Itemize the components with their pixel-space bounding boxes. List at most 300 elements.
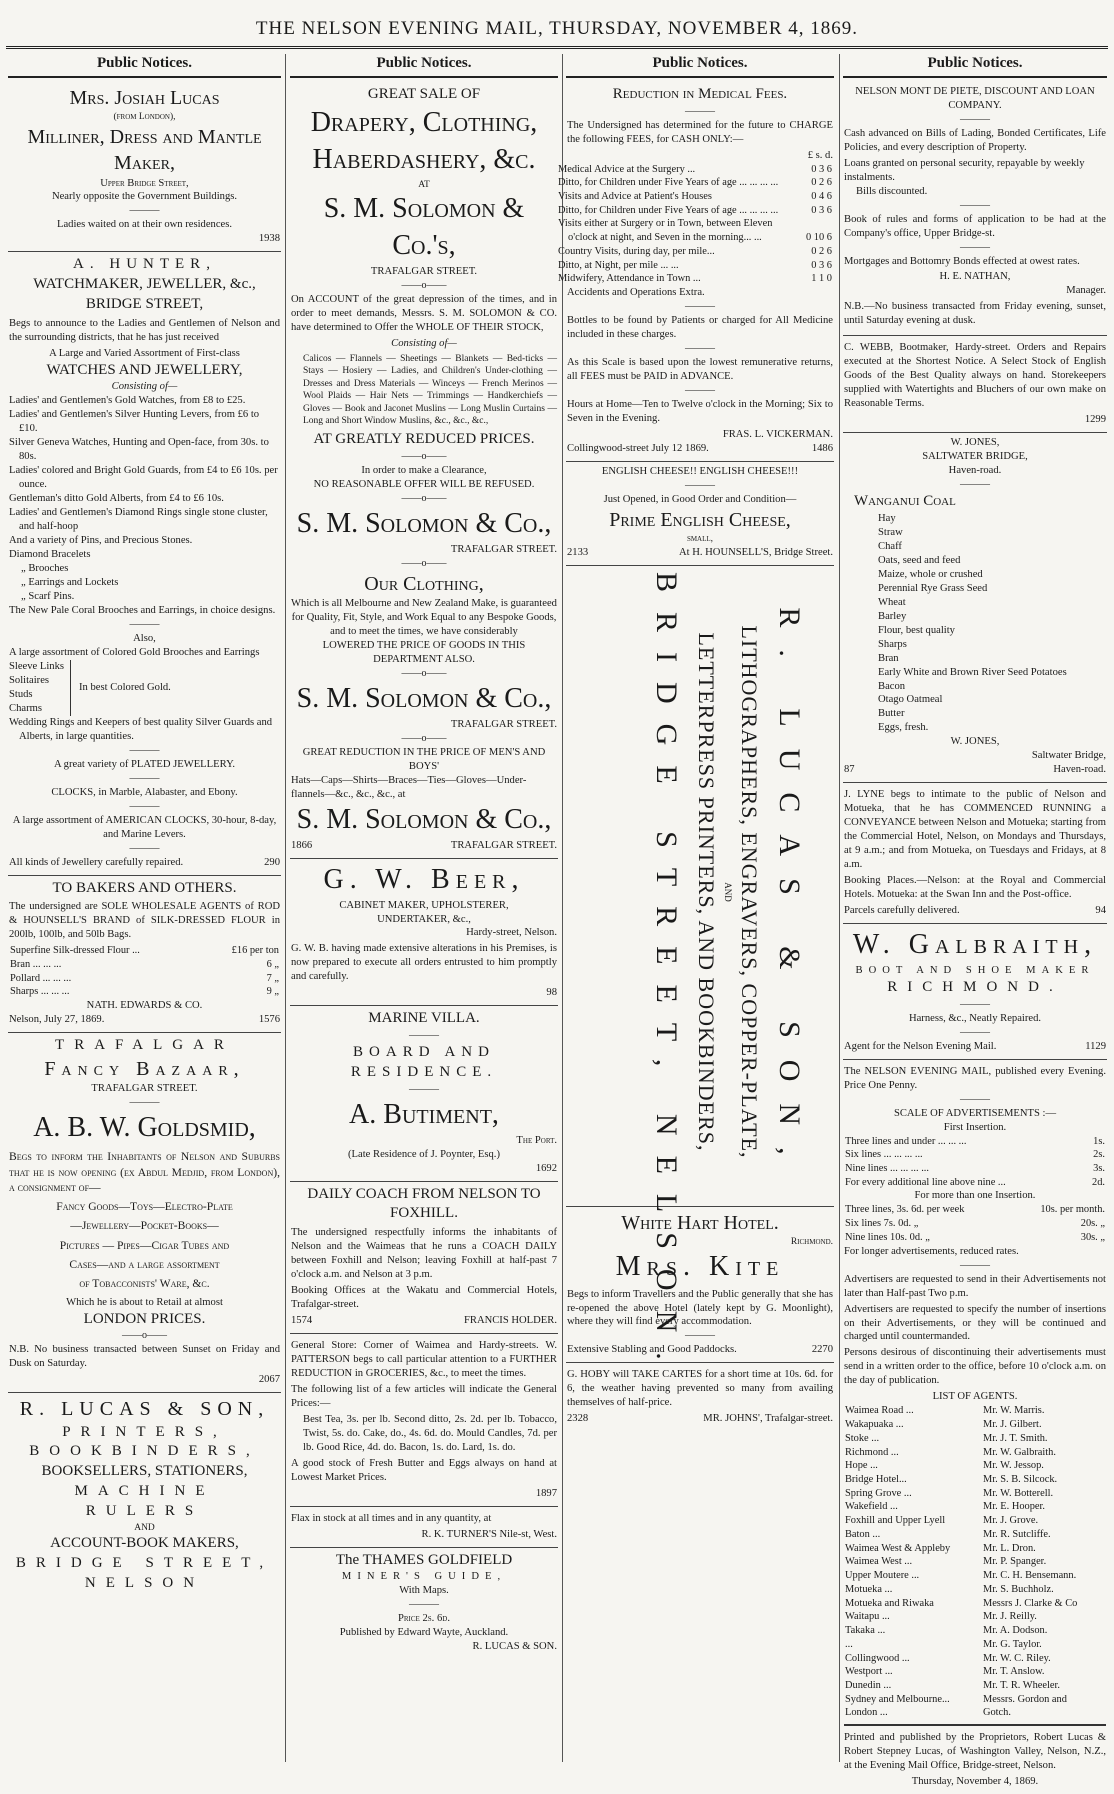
table-row — [844, 1638, 1106, 1652]
table-cell: Visits and Advice at Patient's Houses — [558, 190, 712, 202]
ad-name: S. M. Solomon & Co., — [296, 682, 552, 714]
table-cell: Sharps ... ... ... — [10, 986, 70, 998]
ad-title: DAILY COACH FROM NELSON TO FOXHILL. — [307, 1185, 541, 1222]
table-cell: Mr. S. B. Silcock. — [982, 1474, 1058, 1485]
ad-subtitle: Prime English Cheese, — [609, 508, 791, 531]
fees-table — [558, 163, 833, 287]
ad-text: Haven-road. — [1053, 764, 1106, 776]
ad-title: A. HUNTER, — [73, 256, 216, 273]
vertical-line: BRIDGE STREET, NELSON. — [650, 571, 683, 1380]
ad-number: 2067 — [258, 1374, 280, 1386]
column-2 — [290, 54, 558, 1762]
table-cell: Mr. A. Dodson. — [982, 1625, 1048, 1637]
table-cell: Baton ... — [845, 1528, 881, 1540]
masthead: THE NELSON EVENING MAIL, THURSDAY, NOVEMBER 4, 1869. — [255, 18, 859, 39]
ad-number: 1866 — [291, 839, 313, 851]
vertical-line: R. LUCAS & SON, — [773, 607, 806, 1177]
table-cell: 0 10 6 — [806, 232, 832, 244]
table-row — [844, 1665, 1106, 1679]
ad-text: Consisting of— — [111, 381, 178, 393]
table-cell: Foxhill and Upper Lyell — [845, 1515, 946, 1527]
table-cell: 6 „ — [266, 958, 279, 970]
ad-text: Upper Bridge Street, — [100, 177, 189, 189]
ad-text: G. W. B. having made extensive alterations in his Premises, is now prepared to execute all orders entrusted to him promptly and carefully. — [291, 943, 557, 983]
ad-signature: MR. JOHNS', Trafalgar-street. — [703, 1413, 833, 1425]
ad-text: UNDERTAKER, &c., — [377, 913, 471, 925]
ad-galbraith-bootmaker: W. Galbraith, BOOT AND SHOE MAKER RICHMOND. ——— Harness, &c., Neatly Repaired. ——— Agent for the Nelson Evening Mail. 1129 — [843, 924, 1107, 1060]
column-rule — [839, 54, 840, 1762]
table-cell: Messrs J. Clarke & Co — [982, 1597, 1078, 1609]
table-cell: 30s. „ — [1080, 1231, 1105, 1243]
ad-text: Hats—Caps—Shirts—Braces—Ties—Gloves—Under-flannels—&c., &c., &c., at — [291, 774, 527, 800]
table-row — [844, 1542, 1106, 1556]
list-item: Flour, best quality — [878, 624, 955, 636]
ad-number: 1692 — [535, 1162, 557, 1174]
separator: ——o—— — [401, 279, 447, 291]
table-cell: Mr. L. Dron. — [982, 1542, 1036, 1554]
imprint-date: Thursday, November 4, 1869. — [911, 1776, 1039, 1788]
ad-text: Nearly opposite the Government Buildings. — [51, 191, 238, 203]
table-cell: Mr. T. R. Wheeler. — [982, 1680, 1061, 1692]
ad-text: Hardy-street, Nelson. — [466, 927, 557, 939]
ad-text: N.B.—No business transacted from Friday evening, sunset, until Saturday evening at dusk. — [844, 301, 1106, 327]
ad-title: NELSON MONT DE PIETE, DISCOUNT AND LOAN COMPANY. — [855, 85, 1095, 111]
ad-lyne-conveyance — [843, 783, 1107, 924]
list-item: Diamond Bracelets — [9, 549, 91, 561]
table-cell: Mr. P. Spanger. — [982, 1556, 1047, 1568]
ad-text: small, — [686, 534, 714, 545]
ad-text: Richmond. — [790, 1237, 833, 1248]
table-cell: Six lines ... ... ... ... — [845, 1149, 923, 1161]
ad-text: The Undersigned has determined for the future to CHARGE the following FEES, for CASH ONLY:— — [567, 119, 833, 145]
ad-text: CLOCKS, in Marble, Alabaster, and Ebony. — [51, 786, 238, 798]
table-cell: Three lines and under ... ... ... — [845, 1135, 967, 1147]
ad-subtitle: LIST OF AGENTS. — [932, 1391, 1018, 1403]
ad-title: W. JONES, — [950, 437, 1000, 449]
ad-marine-villa: MARINE VILLA. ——— BOARD AND RESIDENCE. ——— A. Butiment, The Port. (Late Residence of J. Poynter, Esq.) 1692 — [290, 1006, 558, 1181]
ad-title: The THAMES GOLDFIELD — [335, 1551, 513, 1568]
table-cell: £16 per ton — [231, 945, 279, 957]
ad-name: Mrs. Kite — [615, 1250, 785, 1282]
list-item: Straw — [878, 526, 903, 538]
table-row — [844, 1569, 1106, 1583]
ad-text: —Jewellery—Pocket-Books— — [70, 1219, 219, 1233]
ad-text: NO REASONABLE OFFER WILL BE REFUSED. — [313, 478, 535, 490]
ad-name: A. B. W. Goldsmid, — [33, 1112, 256, 1144]
ad-name: S. M. Solomon & Co., — [296, 507, 552, 539]
table-row — [844, 1473, 1106, 1487]
ad-subtitle: LONDON PRICES. — [83, 1310, 206, 1327]
table-row — [844, 1148, 1106, 1162]
table-row — [844, 1652, 1106, 1666]
ad-text: Book of rules and forms of application to be had at the Company's office, Upper Bridge-st. — [844, 213, 1106, 239]
table-row — [844, 1162, 1106, 1176]
ad-mont-de-piete: NELSON MONT DE PIETE, DISCOUNT AND LOAN COMPANY. ——— Cash advanced on Bills of Lading, Bonded Certificates, Life Policies, and every description of Property. Loans granted on personal security, repayable by weekly instalments. Bills discounted. ——— Book of rules and forms of application to be had at the Company's office, Upper Bridge-st. ——— Mortgages and Bottomry Bonds effected at owest rates. H. E. NATHAN, Manager. N.B.—No business transacted from Friday evening, sunset, until Saturday evening at dusk. — [843, 82, 1107, 337]
ad-text: TRAFALGAR STREET. — [450, 839, 557, 851]
ad-text: Just Opened, in Good Order and Condition— — [603, 493, 797, 505]
table-cell: Midwifery, Attendance in Town ... — [558, 273, 701, 285]
ad-text: Harness, &c., Neatly Repaired. — [908, 1012, 1042, 1024]
ad-title: Reduction in Medical Fees. — [612, 85, 788, 102]
table-cell: Mr. W. Botterell. — [982, 1487, 1054, 1499]
table-cell: Sydney and Melbourne... — [845, 1693, 950, 1705]
ad-text: C. WEBB, Bootmaker, Hardy-street. Orders and Repairs executed at the Shortest Notice. A Select Stock of English Goods of the Best Quality always on hand. Storekeepers supplied with Watertights and Bluchers of our own make on Reasonable Terms. — [844, 342, 1106, 410]
ad-text: Collingwood-street July 12 1869. — [567, 442, 709, 454]
table-cell: Takaka ... — [845, 1625, 886, 1637]
ad-signature: FRAS. L. VICKERMAN. — [722, 428, 833, 440]
table-cell: Visits either at Surgery or in Town, between Eleven o'clock at night, and Seven in the morning... ... — [558, 218, 773, 244]
table-row — [567, 204, 833, 218]
ad-text: A great variety of PLATED JEWELLERY. — [53, 758, 236, 770]
ad-text: Nelson, July 27, 1869. — [9, 1014, 105, 1026]
column-4 — [843, 54, 1107, 1788]
list-item: Perennial Rye Grass Seed — [878, 582, 988, 594]
table-row — [844, 1135, 1106, 1149]
table-row — [844, 1610, 1106, 1624]
ad-text: Which is all Melbourne and New Zealand Make, is guaranteed for Quality, Fit, Style, and Work Equal to any Bespoke Goods, and to meet the times, we have considerably — [291, 598, 557, 637]
table-cell: ... — [845, 1638, 853, 1650]
ad-text: For more than one Insertion. — [914, 1190, 1036, 1202]
ad-subtitle: RICHMOND. — [887, 978, 1063, 995]
ad-number: 2270 — [811, 1344, 833, 1356]
table-row — [9, 985, 280, 999]
table-row — [9, 944, 280, 958]
table-row — [567, 217, 833, 244]
table-row — [844, 1693, 1106, 1707]
ad-text: Cash advanced on Bills of Lading, Bonded Certificates, Life Policies, and every description of Property. — [844, 127, 1106, 153]
ad-text: SALTWATER BRIDGE, — [922, 451, 1028, 463]
ad-text: Begs to inform Travellers and the Public generally that she has re-opened the above Hotel (lately kept by G. Moonlight), where they will find every accommodation. — [567, 1288, 833, 1328]
ad-text: NELSON — [84, 1574, 205, 1591]
table-row — [844, 1432, 1106, 1446]
table-cell: Bridge Hotel... — [845, 1474, 907, 1485]
list-item: And a variety of Pins, and Precious Stones. — [9, 535, 193, 547]
ad-text: As this Scale is based upon the lowest remunerative returns, all FEES must be PAID in ADVANCE. — [567, 357, 833, 382]
ad-text: Begs to announce to the Ladies and Gentlemen of Nelson and the surrounding districts, that he has just received — [9, 317, 280, 343]
column-rule — [285, 54, 286, 1762]
table-cell: Three lines, 3s. 6d. per week — [845, 1204, 965, 1216]
separator: ——o—— — [401, 492, 447, 504]
table-cell: Gotch. — [982, 1707, 1011, 1719]
table-row — [9, 972, 280, 986]
ad-subtitle: SCALE OF ADVERTISEMENTS :— — [893, 1107, 1057, 1119]
ad-text: Advertisers are requested to send in their Advertisements not later than Half-past Two p.m. — [844, 1273, 1106, 1299]
list-item: Ladies' and Gentlemen's Diamond Rings single stone cluster, and half-hoop — [9, 507, 268, 533]
ad-white-hart-hotel: White Hart Hotel. Richmond. Mrs. Kite Begs to inform Travellers and the Public generally that she has re-opened the above Hotel (lately kept by G. Moonlight), where they will find every accommodation. ——— Extensive Stabling and Good Paddocks. 2270 — [566, 1207, 834, 1364]
ad-text: Calicos — Flannels — Sheetings — Blankets — Bed-ticks — Stays — Hosiery — Ladies, and Children's Under-clothing — Dresses and Dress Materials — Winceys — French Merinos — Wool Plaids — Hair Nets — Trimmings — Handkerchiefs — Gloves — Book and Jaconet Muslins — Long Muslin Curtains — Long and Short Window Muslins, &c., &c., &c., — [303, 353, 557, 427]
ad-text: With Maps. — [399, 1585, 449, 1597]
list-item: Otago Oatmeal — [878, 694, 943, 706]
table-row — [844, 1217, 1106, 1231]
table-row — [567, 176, 833, 190]
ad-subtitle: Wanganui Coal — [854, 493, 956, 510]
ad-title: R. LUCAS & SON, — [19, 1398, 270, 1421]
ad-text: Fancy Goods—Toys—Electro-Plate — [56, 1200, 233, 1214]
ad-title: White Hart Hotel. — [621, 1211, 779, 1234]
ad-text: TRAFALGAR STREET. — [450, 543, 557, 555]
ad-text: BRIDGE STREET, — [15, 1554, 274, 1571]
ad-title: TRAFALGAR — [55, 1037, 234, 1054]
ad-english-cheese: ENGLISH CHEESE!! ENGLISH CHEESE!!! ——— Just Opened, in Good Order and Condition— Prime English Cheese, small, 2133 At H. HOUNSELL'S, Bridge Street. — [566, 462, 834, 566]
list-item: Ladies' and Gentlemen's Gold Watches, from £8 to £25. — [9, 395, 246, 407]
ad-number: 87 — [844, 764, 855, 776]
ad-text: G. HOBY will TAKE CARTES for a short time at 10s. 6d. for 6, the weather having prevented so many from availing themselves of half-price. — [567, 1369, 833, 1409]
table-cell: Spring Grove ... — [845, 1487, 912, 1499]
ad-number: 1938 — [258, 233, 280, 245]
list-item: Wheat — [878, 596, 906, 608]
table-cell: Mr. S. Buchholz. — [982, 1583, 1054, 1595]
ad-jones-coal: W. JONES, SALTWATER BRIDGE, Haven-road. ——— Wanganui Coal Hay Straw Chaff Oats, seed and feed Maize, whole or crushed Perennial Rye Grass Seed Wheat Barley Flour, best quality Sharps Bran Early White and Brown River Seed Potatoes Bacon Otago Oatmeal Butter Eggs, fresh. W. JONES, Saltwater Bridge, 87 Haven-road. — [843, 433, 1107, 783]
table-row — [844, 1459, 1106, 1473]
ad-text: Accidents and Operations Extra. — [567, 287, 705, 299]
separator: ——o—— — [122, 1330, 167, 1342]
ad-subtitle: Milliner, Dress and Mantle Maker, — [27, 125, 262, 175]
ad-signature: H. E. NATHAN, — [939, 271, 1011, 283]
table-header: £ s. d. — [807, 149, 833, 161]
product-list — [844, 512, 1106, 736]
separator: ——o—— — [401, 557, 447, 569]
ad-text: CABINET MAKER, UPHOLSTERER, — [339, 899, 509, 911]
ad-number: 1486 — [811, 442, 833, 454]
ad-text: Advertisers are requested to specify the number of insertions on their Advertisements, or they will be continued and charged until countermanded. — [844, 1303, 1106, 1343]
table-cell: Westport ... — [845, 1666, 893, 1678]
list-item: Silver Geneva Watches, Hunting and Open-face, from 30s. to 80s. — [9, 437, 269, 463]
table-cell: 1s. — [1093, 1135, 1105, 1147]
table-cell: Medical Advice at the Surgery ... — [558, 163, 696, 175]
ad-text: A Large and Varied Assortment of First-class — [49, 347, 240, 359]
ad-title: ENGLISH CHEESE!! ENGLISH CHEESE!!! — [601, 465, 799, 477]
table-row — [844, 1679, 1106, 1693]
table-cell: Mr. W. C. Riley. — [982, 1652, 1051, 1664]
ad-text: AND — [134, 1522, 155, 1533]
ad-text: Extensive Stabling and Good Paddocks. — [567, 1344, 737, 1356]
ad-number: 2328 — [567, 1413, 589, 1425]
table-cell: Six lines 7s. 0d. „ — [845, 1218, 919, 1230]
list-item: The New Pale Coral Brooches and Earrings, in choice designs. — [9, 604, 276, 616]
ad-text: Parcels carefully delivered. — [844, 905, 960, 917]
column-heading: Public Notices. — [566, 54, 834, 78]
ad-lucas-milliner: Mrs. Josiah Lucas (from London), Milliner, Dress and Mantle Maker, Upper Bridge Street, Nearly opposite the Government Buildings. ——— Ladies waited on at their own residences. 1938 — [8, 82, 281, 253]
imprint: Printed and published by the Proprietors, Robert Lucas & Robert Stepney Lucas, of Washington Valley, Nelson, N.Z., at the Evening Mail Office, Bridge-street, Nelson. — [844, 1732, 1106, 1772]
ad-number: 290 — [264, 856, 280, 868]
ad-text: (Late Residence of J. Poynter, Esq.) — [348, 1148, 500, 1160]
table-cell: Mr. E. Hooper. — [982, 1501, 1046, 1513]
ad-text: Haven-road. — [948, 465, 1002, 477]
table-row — [9, 958, 280, 972]
table-row — [844, 1446, 1106, 1460]
table-cell: 2s. — [1093, 1149, 1105, 1161]
ad-text: Flax in stock at all times and in any quantity, at — [291, 1512, 492, 1524]
agents-table — [844, 1404, 1106, 1720]
ad-text: J. LYNE begs to intimate to the public of Nelson and Motueka, that he has COMMENCED RUNNING a CONVEYANCE between Nelson and Motueka; starting from the Commercial Hotel, Nelson, on Mondays and Thursdays, at 9 a.m.; and from Motueka, on Tuesdays and Fridays, at 8 a.m. — [844, 789, 1106, 871]
table-row — [844, 1203, 1106, 1217]
table-row — [844, 1528, 1106, 1542]
column-heading: Public Notices. — [843, 54, 1107, 78]
list-item: „ Scarf Pins. — [21, 591, 75, 602]
ad-text: BOOKBINDERS, — [29, 1443, 260, 1460]
ad-thames-goldfield: The THAMES GOLDFIELD MINER'S GUIDE, With Maps. ——— Price 2s. 6d. Published by Edward Wayte, Auckland. R. LUCAS & SON. — [290, 1548, 558, 1660]
list-item: „ Earrings and Lockets — [21, 577, 119, 589]
ad-text: Manager. — [1066, 285, 1106, 297]
ad-name: S. M. Solomon & Co., — [296, 803, 552, 835]
ad-medical-fees: Reduction in Medical Fees. ——— The Undersigned has determined for the future to CHARGE the following FEES, for CASH ONLY:— £ s. d. Medical Advice at the Surgery ... 0 3 6 Ditto, for Children under Five Years of age ... ... ... ... 0 2 6 Visits and Advice at Patient's Houses 0 4 6 Ditto, for Children under Five Years of age ... ... ... ... 0 3 6 Visits either at Surgery or in Town, between Eleven o'clock at night, and Seven in the morning... ... 0 10 6 Country Visits, during day, per mile... 0 2 6 Ditto, at Night, per mile ... ... 0 3 6 Midwifery, Attendance in Town ... 1 1 0 Accidents and Operations Extra. ——— Bottles to be found by Patients or charged for All Medicine included in these charges. ——— As this Scale is based upon the lowest remunerative returns, all FEES must be PAID in ADVANCE. ——— Hours at Home—Ten to Twelve o'clock in the Morning; Six to Seven in the Evening. FRAS. L. VICKERMAN. Collingwood-street July 12 1869. 1486 — [566, 82, 834, 462]
ad-text: Loans granted on personal security, repayable by weekly instalments. — [844, 157, 1085, 183]
table-cell: 0 3 6 — [811, 259, 832, 271]
table-cell: Waitapu ... — [845, 1611, 890, 1623]
ad-title: GREAT SALE OF — [367, 85, 481, 102]
table-row — [844, 1487, 1106, 1501]
list-item: Chaff — [878, 540, 902, 552]
ad-title: Fancy Bazaar, — [44, 1057, 245, 1080]
ad-hunter-watchmaker: A. HUNTER, WATCHMAKER, JEWELLER, &c., BRIDGE STREET, Begs to announce to the Ladies and Gentlemen of Nelson and the surrounding districts, that he has just received A Large and Varied Assortment of First-class WATCHES AND JEWELLERY, Consisting of— Ladies' and Gentlemen's Gold Watches, from £8 to £25. Ladies' and Gentlemen's Silver Hunting Levers, from £6 to £10. Silver Geneva Watches, Hunting and Open-face, from 30s. to 80s. Ladies' colored and Bright Gold Guards, from £4 to £6 10s. per ounce. Gentleman's ditto Gold Alberts, from £4 to £6 10s. Ladies' and Gentlemen's Diamond Rings single stone cluster, and half-hoop And a variety of Pins, and Precious Stones. Diamond Bracelets „ Brooches „ Earrings and Lockets „ Scarf Pins. The New Pale Coral Brooches and Earrings, in choice designs. ——— Also, A large assortment of Colored Gold Brooches and Earrings Sleeve Links Solitaires Studs Charms In best Colored Gold. Wedding Rings and Keepers of best quality Silver Guards and Alberts, in large quantities. ——— A great variety of PLATED JEWELLERY. ——— CLOCKS, in Marble, Alabaster, and Ebony. ——— A large assortment of AMERICAN CLOCKS, 30-hour, 8-day, and Marine Levers. ——— All kinds of Jewellery carefully repaired. 290 — [8, 252, 281, 875]
brace-group — [9, 660, 280, 716]
table-cell: 7 „ — [266, 972, 279, 984]
table-cell: 0 3 6 — [811, 163, 832, 175]
table-cell: Richmond ... — [845, 1446, 899, 1458]
list-item: Gentleman's ditto Gold Alberts, from £4 to £6 10s. — [9, 493, 224, 505]
ad-text: BOOT AND SHOE MAKER — [855, 964, 1095, 976]
ad-subtitle: Our Clothing, — [364, 572, 484, 595]
table-cell: Ditto, at Night, per mile ... ... — [558, 259, 679, 271]
ad-text: Ladies waited on at their own residences. — [56, 219, 233, 231]
ad-hoby-cartes — [566, 1363, 834, 1431]
list-item: Solitaires — [9, 674, 50, 686]
ad-title: Haberdashery, &c. — [312, 143, 536, 175]
vertical-line: LETTERPRESS PRINTERS, AND BOOKBINDERS, — [694, 632, 719, 1152]
table-cell: Motueka ... — [845, 1583, 893, 1595]
ad-text: Booking Offices at the Wakatu and Commercial Hotels, Trafalgar-street. — [291, 1285, 557, 1310]
list-item: Bran — [878, 652, 899, 664]
ad-flax — [290, 1507, 558, 1548]
ad-number: 1129 — [1085, 1040, 1106, 1052]
ad-title: MARINE VILLA. — [368, 1010, 480, 1027]
ad-text: Persons desirous of discontinuing their advertisements must send in a written order to the office, before 10 o'clock a.m. on the day of publication. — [844, 1347, 1106, 1387]
table-cell: Nine lines 10s. 0d. „ — [845, 1231, 930, 1243]
table-cell: Mr. W. Marris. — [982, 1405, 1045, 1417]
list-item: Eggs, fresh. — [878, 722, 929, 734]
table-cell: Collingwood ... — [845, 1652, 910, 1664]
ad-signature: FRANCIS HOLDER. — [463, 1314, 557, 1326]
list-item: Sharps — [878, 638, 907, 650]
table-row — [844, 1418, 1106, 1432]
ad-text: Pictures — Pipes—Cigar Tubes and — [59, 1238, 230, 1252]
ad-number: 1574 — [291, 1314, 313, 1326]
price-table — [9, 944, 280, 999]
table-row — [844, 1500, 1106, 1514]
table-row — [844, 1555, 1106, 1569]
ad-signature: R. LUCAS & SON. — [472, 1641, 557, 1653]
ad-text: A large assortment of AMERICAN CLOCKS, 30-hour, 8-day, and Marine Levers. — [12, 814, 277, 840]
table-row — [844, 1176, 1106, 1190]
table-cell: Ditto, for Children under Five Years of age ... ... ... ... — [558, 204, 779, 216]
ad-text: A good stock of Fresh Butter and Eggs always on hand at Lowest Market Prices. — [291, 1457, 557, 1483]
table-cell: 20s. „ — [1080, 1218, 1105, 1230]
ad-text: TRAFALGAR STREET. — [91, 1083, 198, 1095]
masthead-rule — [6, 46, 1108, 49]
table-cell: Nine lines ... ... ... ... — [845, 1163, 929, 1174]
table-cell: Mr. J. Reilly. — [982, 1611, 1037, 1623]
ad-signature: W. JONES, — [950, 736, 1000, 748]
list-item: „ Brooches — [21, 563, 69, 575]
ad-subtitle: BOARD AND RESIDENCE. — [350, 1044, 498, 1080]
vertical-line: AND — [723, 881, 733, 902]
ad-text: TRAFALGAR STREET. — [450, 718, 557, 730]
ad-text: Price 2s. 6d. — [398, 1613, 450, 1625]
table-cell: 1 1 0 — [811, 273, 832, 285]
ad-text: All kinds of Jewellery carefully repaired. — [9, 856, 184, 868]
table-cell: Country Visits, during day, per mile... — [558, 245, 715, 257]
list-item: Ladies' colored and Bright Gold Guards, from £4 to £6 10s. per ounce. — [9, 465, 278, 491]
table-cell: 2d. — [1092, 1176, 1105, 1188]
ad-subtitle: MINER'S GUIDE, — [341, 1571, 507, 1583]
column-heading: Public Notices. — [290, 54, 558, 78]
ad-text: Booking Places.—Nelson: at the Royal and Commercial Hotels. Motueka: at the Swan Inn and the Post-office. — [844, 875, 1106, 901]
table-cell: 0 2 6 — [811, 177, 832, 189]
ad-text: Also, — [133, 632, 156, 644]
ad-text: Agent for the Nelson Evening Mail. — [844, 1040, 997, 1052]
ad-number: 1576 — [258, 1014, 280, 1026]
ad-text: For longer advertisements, reduced rates. — [844, 1245, 1019, 1257]
ad-subtitle: WATCHES AND JEWELLERY, — [46, 361, 243, 378]
ad-bakers — [8, 876, 281, 1034]
ad-text: On ACCOUNT of the great depression of the times, and in order to meet demands, Messrs. S. M. SOLOMON & CO. have determined to Offer the WHOLE OF THEIR STOCK, — [291, 293, 557, 333]
ad-text: At H. HOUNSELL'S, Bridge Street. — [678, 546, 833, 558]
table-row — [844, 1624, 1106, 1638]
vertical-line: LITHOGRAPHERS, ENGRAVERS, COPPER-PLATE, — [737, 625, 762, 1159]
ad-text: TRAFALGAR STREET. — [370, 265, 478, 277]
table-cell: Waimea West ... — [845, 1556, 913, 1568]
ad-text: The Port. — [516, 1134, 557, 1146]
table-row — [567, 272, 833, 286]
ad-text: The NELSON EVENING MAIL, published every Evening. Price One Penny. — [844, 1065, 1106, 1091]
list-item: Studs — [9, 688, 33, 700]
column-3 — [558, 54, 834, 1762]
table-row — [844, 1706, 1106, 1720]
ad-daily-coach — [290, 1182, 558, 1334]
ad-text: A large assortment of Colored Gold Brooches and Earrings — [9, 646, 260, 658]
list-item: Oats, seed and feed — [878, 554, 961, 566]
ad-text: Which he is about to Retail at almost — [66, 1296, 223, 1308]
separator: ——o—— — [401, 450, 447, 462]
table-cell: Mr. W. Galbraith. — [982, 1446, 1056, 1458]
table-row — [844, 1404, 1106, 1418]
column-rule — [562, 54, 563, 1762]
table-row — [844, 1583, 1106, 1597]
table-row — [567, 163, 833, 177]
ad-text: N.B. No business transacted between Sunset on Friday and Dusk on Saturday. — [9, 1344, 280, 1370]
ad-subtitle: BRIDGE STREET, — [85, 295, 204, 312]
ad-text: Wedding Rings and Keepers of best quality Silver Guards and Alberts, in large quantities. — [9, 716, 273, 742]
ad-lucas-printers — [8, 1393, 281, 1598]
list-item: Barley — [878, 610, 907, 622]
ad-text: Cases—and a large assortment — [69, 1258, 220, 1271]
ad-solomon-sale — [290, 82, 558, 859]
list-item: Ladies' and Gentlemen's Silver Hunting Levers, from £6 to £10. — [9, 409, 260, 435]
ad-text: First Insertion. — [943, 1121, 1007, 1133]
ad-beer-cabinet — [290, 859, 558, 1007]
ad-fancy-bazaar: TRAFALGAR Fancy Bazaar, TRAFALGAR STREET. ——— A. B. W. Goldsmid, Begs to inform the Inhabitants of Nelson and Suburbs that he is now opening (ex Abdul Medjid, from London), a consignment of— Fancy Goods—Toys—Electro-Plate —Jewellery—Pocket-Books— Pictures — Pipes—Cigar Tubes and Cases—and a large assortment of Tobacconists' Ware, &c. Which he is about to Retail at almost LONDON PRICES. ——o—— N.B. No business transacted between Sunset on Friday and Dusk on Saturday. 2067 — [8, 1033, 281, 1393]
ad-text: ACCOUNT-BOOK MAKERS, — [50, 1535, 239, 1552]
ad-text: Bills discounted. — [856, 185, 928, 197]
rates-table-multi — [844, 1203, 1106, 1244]
table-cell: London ... — [845, 1707, 888, 1719]
ad-text: AT — [418, 179, 430, 190]
ad-text: Mortgages and Bottomry Bonds effected at owest rates. — [844, 255, 1080, 267]
ad-signature: NATH. EDWARDS & CO. — [86, 1000, 203, 1012]
ad-text: Best Tea, 3s. per lb. Second ditto, 2s. 2d. per lb. Tobacco, Twist, 5s. do. Cake, do., 4s. 6d. do. Mould Candles, 7d. per lb. Good Rice, 4d. do. Bacon, 1s. do. Lard, 1s. do. — [303, 1413, 557, 1453]
ad-subtitle: AT GREATLY REDUCED PRICES. — [313, 430, 535, 447]
table-cell: Ditto, for Children under Five Years of age ... ... ... ... — [558, 177, 779, 189]
